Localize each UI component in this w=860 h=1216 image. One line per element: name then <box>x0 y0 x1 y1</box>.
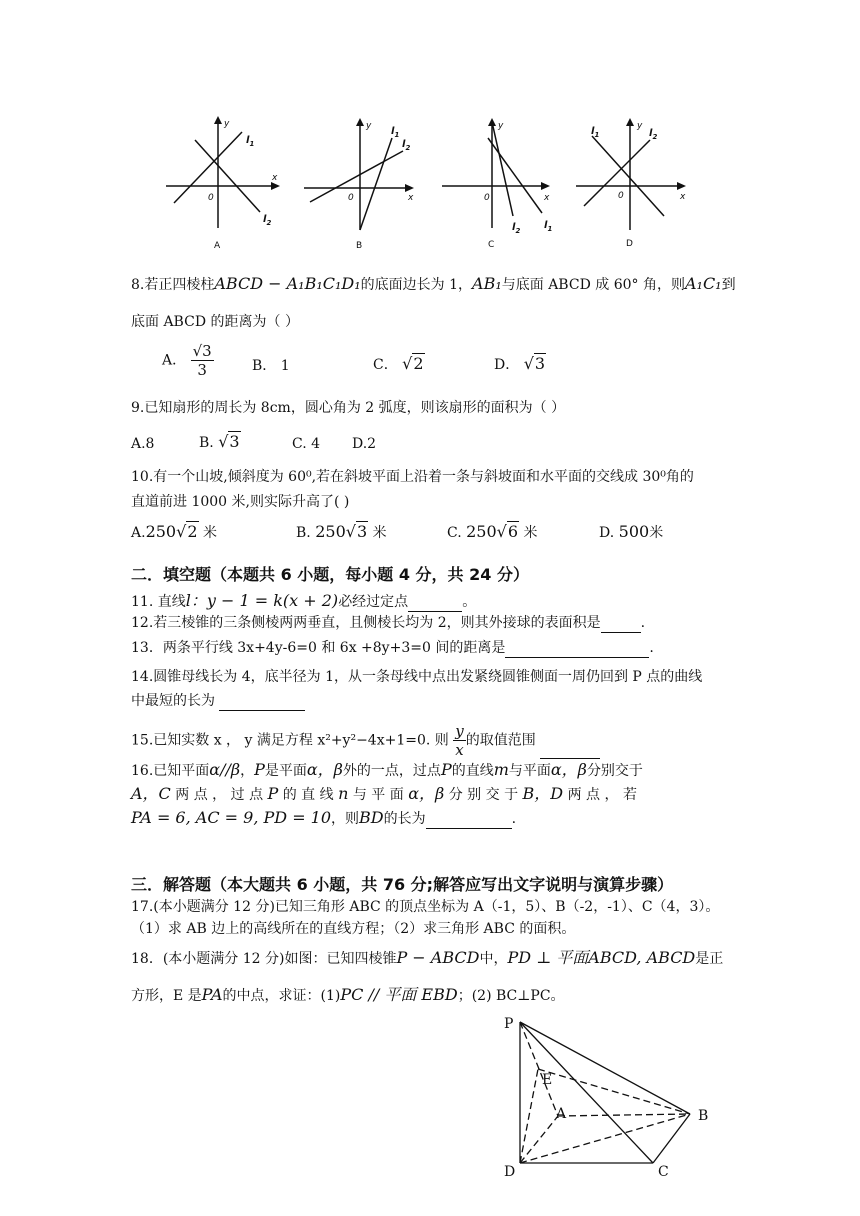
graph-a <box>160 110 290 260</box>
sqrt: √2 <box>176 522 198 541</box>
svg-text:0: 0 <box>348 193 354 203</box>
svg-text:l1: $l_1$ <box>391 126 400 139</box>
svg-text:C: C <box>488 240 495 250</box>
q10-option-b-label: B. <box>296 525 311 541</box>
q8-prism: ABCD − A₁B₁C₁D₁ <box>214 274 361 293</box>
graph-b <box>300 110 430 260</box>
label-b: B <box>698 1108 709 1124</box>
m: α，β <box>408 784 445 803</box>
t: 的中点，求证：(1) <box>222 988 341 1004</box>
q11-text: 11. 直线 <box>131 594 186 610</box>
svg-text:l2: $l_2$ <box>649 128 658 141</box>
pyramid-figure <box>490 1010 730 1210</box>
q12-text: 12.若三棱锥的三条侧棱两两垂直，且侧棱长均为 2，则其外接球的表面积是 <box>131 615 601 631</box>
m: P <box>254 760 265 779</box>
label-e: E <box>542 1072 553 1088</box>
radicand: 2 <box>413 354 424 373</box>
t: 两 点 ， 过 点 <box>170 787 268 803</box>
svg-text:B: B <box>356 241 363 251</box>
unit: 米 <box>523 525 538 541</box>
radicand: 6 <box>507 522 519 541</box>
coef: 250 <box>145 522 177 541</box>
q9-option-a: A.8 <box>131 436 155 452</box>
q8-a1c1: A₁C₁ <box>684 274 722 293</box>
svg-text:y: y <box>498 121 504 131</box>
coef: 250 <box>466 522 497 541</box>
svg-text:y: y <box>366 121 372 131</box>
unit: 米 <box>372 525 387 541</box>
graph-d <box>570 110 700 260</box>
q10-option-b <box>296 522 387 543</box>
svg-text:A: A <box>214 241 221 251</box>
svg-text:x: x <box>680 192 686 202</box>
q8-option-a-label: A． <box>162 352 187 369</box>
q8-ab1: AB₁ <box>472 274 502 293</box>
q9-option-c: C. 4 <box>292 436 321 452</box>
q8-text: 8.若正四棱柱 <box>131 277 215 293</box>
q10-option-d <box>599 522 663 543</box>
label-d: D <box>504 1164 516 1180</box>
q13-text: 13．两条平行线 3x+4y-6=0 和 6x +8y+3=0 间的距离是 <box>131 640 506 656</box>
q8-option-c-label: C． <box>373 357 398 373</box>
svg-text:l2: $l_2$ <box>512 222 521 235</box>
value: 500 <box>618 522 650 541</box>
q8-option-b: B． 1 <box>252 358 290 374</box>
t: 的直线 <box>451 763 494 779</box>
q8-option-d-sqrt: √3 <box>523 354 546 373</box>
radicand: 2 <box>187 522 198 541</box>
q15-blank <box>540 744 600 759</box>
q15-text: 15.已知实数 x ， y 满足方程 x²+y²−4x+1=0. 则 <box>131 732 449 749</box>
q10-line1: 10.有一个山坡,倾斜度为 60⁰,若在斜坡平面上沿着一条与斜坡面和水平面的交线成 30⁰角的 <box>131 469 694 485</box>
t: ，则 <box>331 811 360 827</box>
q18-line2 <box>131 985 565 1006</box>
svg-text:0: 0 <box>208 193 214 203</box>
frac-num: y <box>455 722 464 740</box>
q16-line3 <box>131 808 516 829</box>
q10-option-c <box>447 522 538 543</box>
m: PA <box>201 985 223 1004</box>
svg-text:y: y <box>637 121 643 131</box>
radicand: 3 <box>356 522 368 541</box>
line-graphs-row <box>160 110 700 260</box>
m: P − ABCD <box>396 948 480 967</box>
svg-text:l2: $l_2$ <box>263 214 272 227</box>
svg-text:l1: $l_1$ <box>544 220 553 233</box>
t: ；(2) BC⊥PC。 <box>457 988 565 1004</box>
q12-blank <box>601 618 641 633</box>
q8-option-d <box>494 354 546 375</box>
q8-option-c-sqrt: √2 <box>402 354 424 373</box>
svg-text:l2: $l_2$ <box>402 139 411 152</box>
q17-line2: （1）求 AB 边上的高线所在的直线方程；（2）求三角形 ABC 的面积。 <box>131 921 576 937</box>
m: PA = 6, AC = 9, PD = 10 <box>131 808 332 827</box>
q8-option-d-label: D． <box>494 357 520 373</box>
t: 分别交于 <box>586 763 643 779</box>
q9-option-b-sqrt: √3 <box>218 432 240 451</box>
m: m <box>493 760 509 779</box>
q13-blank <box>505 643 649 658</box>
sqrt: √3 <box>345 522 368 541</box>
q8-option-c <box>373 354 425 375</box>
sqrt: √6 <box>496 522 519 541</box>
t: 与 平 面 <box>348 787 409 803</box>
svg-text:l1: $l_1$ <box>246 135 255 148</box>
svg-text:y: y <box>224 119 230 129</box>
t: 是平面 <box>264 763 307 779</box>
radicand: 3 <box>534 354 546 373</box>
q8-text4: 到 <box>721 277 736 293</box>
radicand: 3 <box>229 432 240 451</box>
label-c: C <box>658 1164 669 1180</box>
q11 <box>131 591 476 612</box>
m: A，C <box>131 784 171 803</box>
q11-line-eq: l：y − 1 = k(x + 2) <box>185 591 339 610</box>
q12-end: . <box>640 615 646 631</box>
svg-text:l1: $l_1$ <box>591 126 600 139</box>
q17-line1: 17.(本小题满分 12 分)已知三角形 ABC 的顶点坐标为 A（-1，5）、B（-2，-1）、C（4，3）。 <box>131 899 720 915</box>
q16-blank <box>426 814 512 829</box>
m: α，β <box>306 760 343 779</box>
t: 外的一点，过点 <box>342 763 441 779</box>
q12 <box>131 613 645 633</box>
q18-line1 <box>131 948 723 969</box>
m: P <box>267 784 279 803</box>
q10-option-d-label: D. <box>599 525 615 541</box>
m: α，β <box>550 760 587 779</box>
t: 中， <box>479 951 508 967</box>
q11-blank <box>408 597 462 612</box>
q14-line2 <box>131 691 305 711</box>
q15-fraction <box>453 722 465 759</box>
q8-text3: 与底面 ABCD 成 60° 角，则 <box>501 277 685 293</box>
t: 的 直 线 <box>278 787 339 803</box>
q8-option-a-fraction <box>191 342 214 379</box>
label-p: P <box>504 1016 514 1032</box>
q14-text: 中最短的长为 <box>131 693 215 709</box>
m: B，D <box>522 784 564 803</box>
t: 是正 <box>695 951 724 967</box>
q15 <box>131 722 600 759</box>
q10-option-a-label: A. <box>131 525 146 541</box>
q16-line1 <box>131 760 643 781</box>
svg-text:x: x <box>408 193 414 203</box>
q10-option-a <box>131 522 217 543</box>
t: 与平面 <box>508 763 551 779</box>
svg-text:0: 0 <box>618 191 624 201</box>
svg-text:x: x <box>272 173 278 183</box>
q13-end: . <box>649 640 654 656</box>
q13 <box>131 638 654 658</box>
graph-c <box>440 110 570 260</box>
t: 两 点 ， 若 <box>563 787 637 803</box>
frac-num: √3 <box>192 342 212 360</box>
t: ， <box>240 763 255 779</box>
m: PC // 平面 EBD <box>340 985 458 1004</box>
section-2-heading: 二．填空题（本题共 6 小题，每小题 4 分，共 24 分） <box>131 565 529 584</box>
section-3-heading: 三．解答题（本大题共 6 小题，共 76 分;解答应写出文字说明与演算步骤） <box>131 875 674 894</box>
m: PD ⊥ 平面ABCD, ABCD <box>507 948 696 967</box>
q14-line1: 14.圆锥母线长为 4，底半径为 1，从一条母线中点出发紧绕圆锥侧面一周仍回到 P 点的曲线 <box>131 669 703 685</box>
q9-option-d: D.2 <box>352 436 377 452</box>
svg-text:D: D <box>626 239 633 249</box>
q16-line2 <box>131 784 637 805</box>
m: P <box>440 760 452 779</box>
q8-line2: 底面 ABCD 的距离为（ ） <box>131 314 299 330</box>
label-a: A <box>556 1106 567 1122</box>
m: BD <box>359 808 384 827</box>
q11-text3: 。 <box>462 594 477 610</box>
t: 16.已知平面 <box>131 763 210 779</box>
q9-option-b <box>199 432 241 453</box>
q14-blank <box>219 696 305 711</box>
q10-option-c-label: C. <box>447 525 462 541</box>
t: 分 别 交 于 <box>444 787 523 803</box>
m: n <box>338 784 349 803</box>
q10-line2: 直道前进 1000 米,则实际升高了( ) <box>131 494 350 510</box>
frac-den: x <box>455 741 464 759</box>
t: 18．(本小题满分 12 分)如图：已知四棱锥 <box>131 951 397 967</box>
coef: 250 <box>315 522 346 541</box>
q8-text2: 的底面边长为 1， <box>360 277 473 293</box>
q8-option-a <box>162 342 214 379</box>
t: 的长为 <box>383 811 426 827</box>
t: . <box>511 811 517 827</box>
t: 方形，E 是 <box>131 988 202 1004</box>
svg-text:0: 0 <box>484 193 490 203</box>
m: α//β <box>209 760 241 779</box>
q15-text2: 的取值范围 <box>465 732 536 749</box>
unit: 米 <box>202 525 217 541</box>
svg-text:x: x <box>544 193 550 203</box>
unit: 米 <box>649 525 664 541</box>
q9-option-b-label: B. <box>199 435 214 451</box>
frac-den: 3 <box>197 361 207 379</box>
q8-line1 <box>131 274 736 295</box>
q9-text: 9.已知扇形的周长为 8cm，圆心角为 2 弧度，则该扇形的面积为（ ） <box>131 400 566 416</box>
q11-text2: 必经过定点 <box>338 594 409 610</box>
